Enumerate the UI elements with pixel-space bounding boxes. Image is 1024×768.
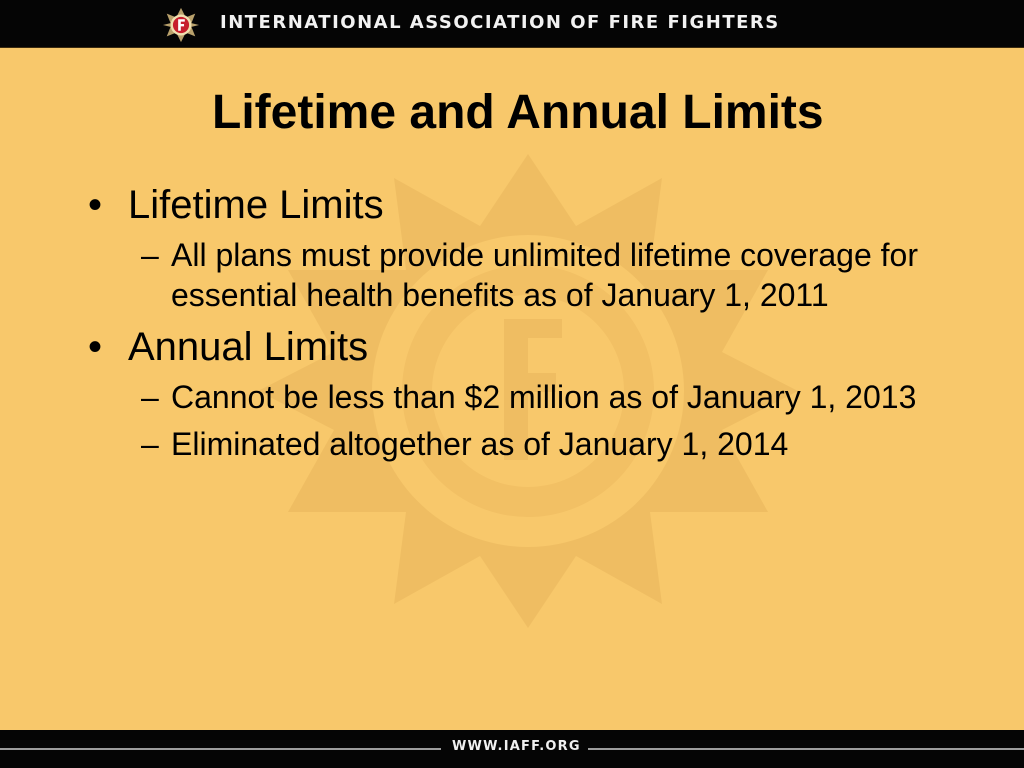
- dash-marker: –: [141, 379, 159, 415]
- iaff-maltese-cross-icon: [162, 6, 200, 44]
- header-bar: [0, 0, 1024, 48]
- dash-marker: –: [141, 426, 159, 462]
- subbullet-text: All plans must provide unlimited lifetime coverage for essential health benefits as of January 1, 2011: [171, 237, 918, 313]
- bullet-marker: •: [88, 325, 103, 369]
- subbullet-text: Cannot be less than $2 million as of January 1, 2013: [171, 379, 917, 415]
- subbullet-annual-elimination: [88, 424, 968, 464]
- subbullet-annual-minimum: [88, 377, 968, 417]
- footer-divider: [0, 748, 441, 750]
- bullet-marker: •: [88, 183, 103, 227]
- organization-name: INTERNATIONAL ASSOCIATION OF FIRE FIGHTERS: [220, 12, 780, 33]
- subbullet-text: Eliminated altogether as of January 1, 2014: [171, 426, 789, 462]
- footer-bar: [0, 730, 1024, 768]
- footer-divider: [588, 748, 1024, 750]
- dash-marker: –: [141, 237, 159, 273]
- bullet-lifetime-limits: [88, 181, 968, 229]
- slide-title: Lifetime and Annual Limits: [212, 86, 824, 139]
- bullet-text: Annual Limits: [128, 325, 369, 369]
- slide-content: [88, 181, 968, 471]
- bullet-annual-limits: [88, 323, 968, 371]
- subbullet-lifetime-coverage: [88, 235, 968, 315]
- bullet-text: Lifetime Limits: [128, 183, 384, 227]
- website-url: WWW.IAFF.ORG: [452, 739, 581, 754]
